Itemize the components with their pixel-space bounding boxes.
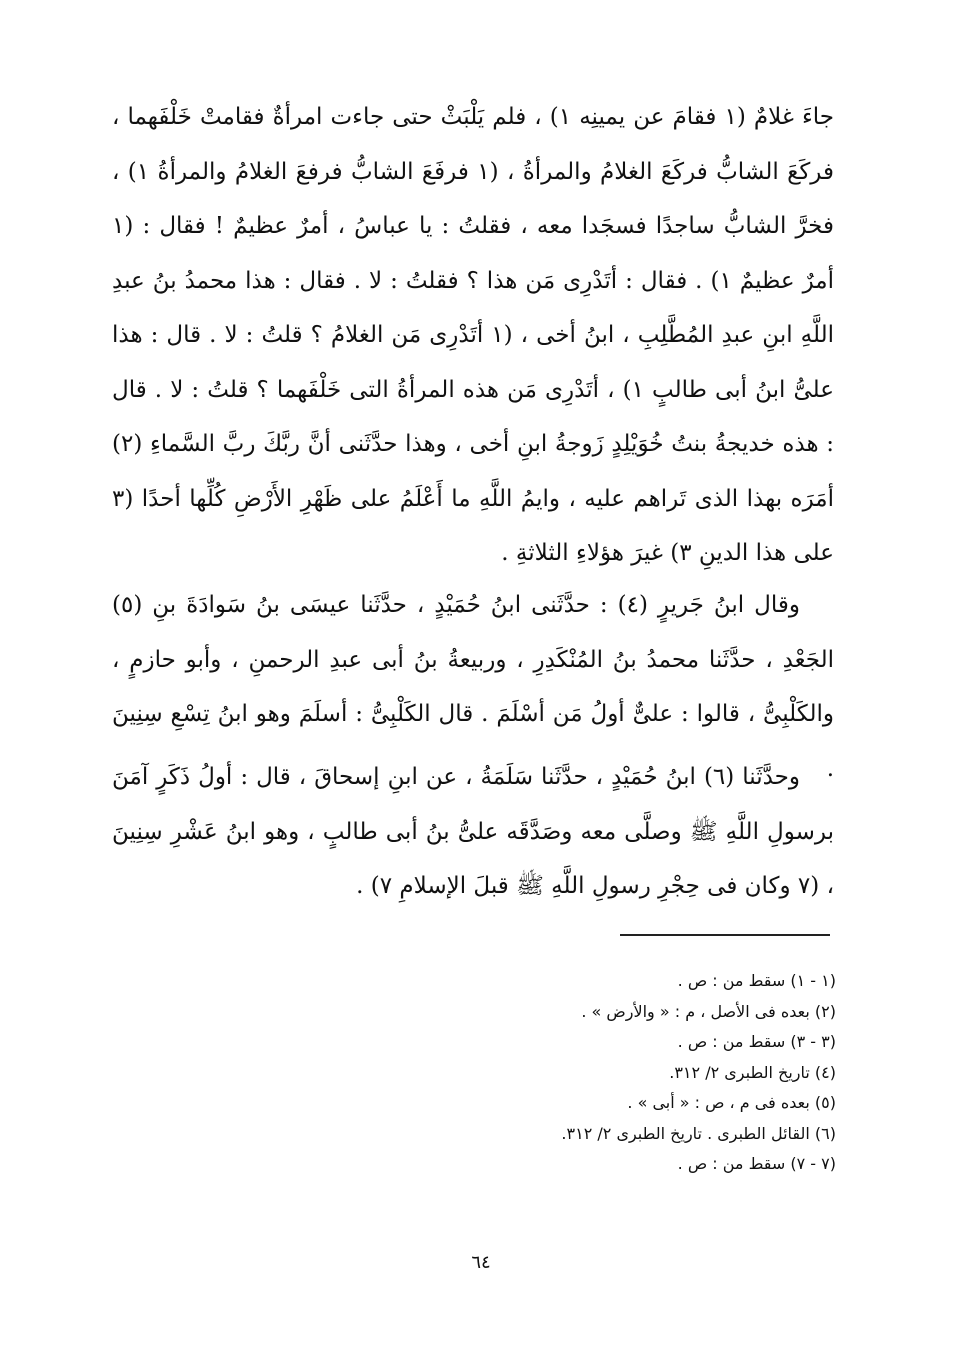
footnote-3: (٣ - ٣) سقط من : ص . xyxy=(677,1032,836,1051)
footnote-divider xyxy=(620,934,830,936)
footnotes-list xyxy=(300,966,836,1180)
footnote-7: (٧ - ٧) سقط من : ص . xyxy=(677,1154,836,1173)
footnote-6: (٦) القائل الطبرى . تاريخ الطبرى ٢/ ٣١٢. xyxy=(561,1123,836,1143)
main-paragraph-2: وقال ابنُ جَريرٍ (٤) : حدَّثَنى ابنُ حُمَيْدٍ ، حدَّثَنا عيسَى بنُ سَوادَةَ بنِ (٥) الجَعْدِ ، حدَّثَنا محمدُ بنُ المُنْكَدِرِ ، وربيعةُ بنُ أبى عبدِ الرحمنِ ، وأبو حازمٍ ، والكَلْبِىُّ ، قالوا : علىٌّ أولُ مَن أسْلَمَ . قال الكَلْبِىُّ : أسلَمَ وهو ابنُ تِسْعِ سِنِينَ . xyxy=(112,592,834,782)
footnote-2: (٢) بعده فى الأصل ، م : « والأرض » . xyxy=(581,1001,836,1021)
page-number: ٦٤ xyxy=(471,1252,491,1273)
main-paragraph-3: وحدَّثَنا (٦) ابنُ حُمَيْدٍ ، حدَّثَنا سَلَمَةُ ، عن ابنِ إسحاقَ ، قال : أولُ ذَكَرٍ آمَنَ برسولِ اللَّهِ ﷺ وصلَّى معه وصَدَّقَه علىُّ بنُ أبى طالبٍ ، وهو ابنُ عَشْرِ سِنِينَ ، (٧ وكان فى حِجْرِ رسولِ اللَّهِ ﷺ قبلَ الإسلامِ ٧) . xyxy=(112,764,834,899)
footnote-4: (٤) تاريخ الطبرى ٢/ ٣١٢. xyxy=(669,1062,836,1082)
footnote-5: (٥) بعده فى م ، ص : « أبى » . xyxy=(627,1093,836,1112)
main-paragraph-1: جاءَ غلامٌ (١ فقامَ عن يمينِه ١) ، فلم يَلْبَثْ حتى جاءت امرأةٌ فقامتْ خَلْفَهما ، فركَعَ الشابُّ فركَعَ الغلامُ والمرأةُ ، (١ فرفَعَ الشابُّ فرفعَ الغلامُ والمرأةُ ١) ، فخرَّ الشابُّ ساجدًا فسجَدا معه ، فقلتُ : يا عباسُ ، أمرٌ عظيمٌ ! فقال : (١ أمرٌ عظيمٌ ١) . فقال : أتَدْرِى مَن هذا ؟ فقلتُ : لا . فقال : هذا محمدُ بنُ عبدِ اللَّهِ ابنِ عبدِ المُطَّلِبِ ، ابنُ أخى ، (١ أتَدْرِى مَن الغلامُ ؟ قلتُ : لا . قال : هذا علىُّ ابنُ أبى طالبٍ ١) ، أتَدْرِى مَن هذه المرأةُ التى خَلْفَهما ؟ قلتُ : لا . قال : هذه خديجةُ بنتُ خُوَيْلِدٍ زَوجةُ ابنِ أخى ، وهذا حدَّثَنى أنَّ ربَّكَ ربَّ السَّماءِ (٢) أمَرَه بهذا الذى تَراهم عليه ، وايمُ اللَّهِ ما أَعْلَمُ على ظَهْرِ الأَرْضِ كُلِّها أحدًا (٣ على هذا الدينِ ٣) غيرَ هؤلاءِ الثلاثةِ . xyxy=(112,104,834,566)
footnote-1: (١ - ١) سقط من : ص . xyxy=(677,971,836,990)
